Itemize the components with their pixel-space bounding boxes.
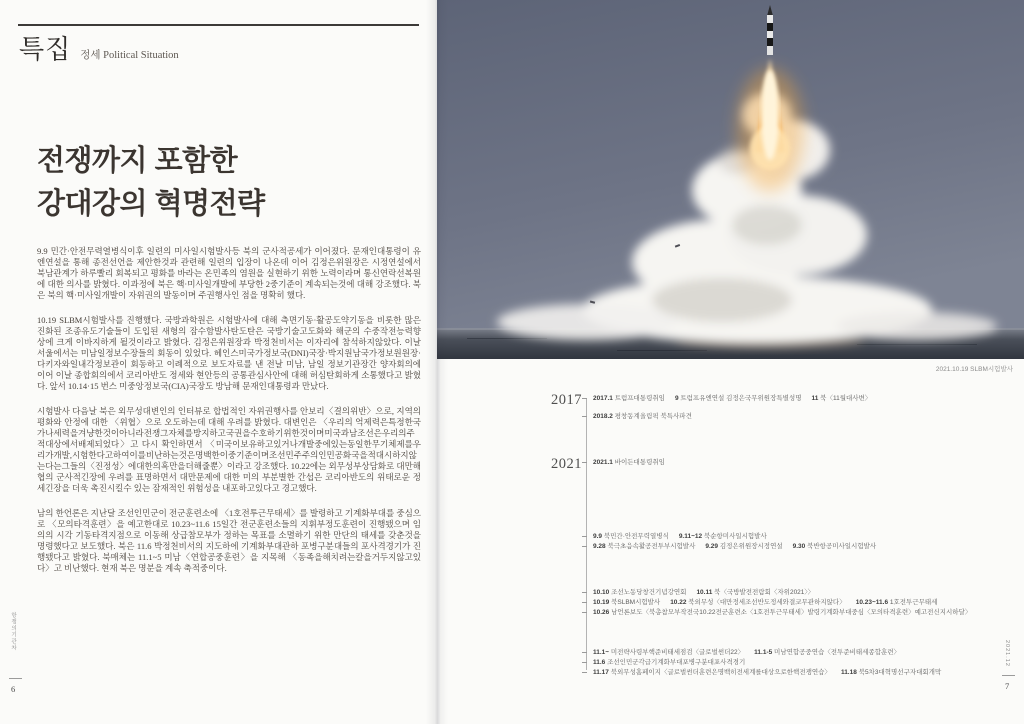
timeline-event: 2021.1 바이든대통령취임 bbox=[593, 459, 665, 466]
timeline-event: 11.18 북5차3대혁명선구자대회개막 bbox=[840, 668, 942, 676]
timeline-row bbox=[593, 588, 1019, 598]
photo-caption: 2021.10.19 SLBM시험발사 bbox=[935, 366, 1013, 373]
article-paragraph: 남의 한언론은 지난달 조선인민군이 전군훈련소에 〈1호전투근무태세〉를 발령하고 기계화부대를 중심으로 〈모의타격훈련〉을 예고한대로 10.23~11.6 15일간 전군훈련소들의 지휘부정도훈련이 진행됐으며 임의의 시각 기동타격지점으로 이동해 상급참모부가 정하는 목표를 소멸하기 위한 만단의 태세를 갖춘것을 명령했다고 보도했다. 북은 11.6 박정천비서의 지도하에 기계화부대관하 포병구분대들의 포사격경기가 진행됐다고 밝혔다. 북매체는 11.1~5 미남〈연합공중훈련〉을 지목해 〈동족을해치려는칼을거두지않고있다〉고 비난했다. 현재 북은 명분을 계속 축적중이다. bbox=[37, 508, 421, 573]
timeline-event: 11.6 조선인민군각급기계화부대포병구분대포사격경기 bbox=[593, 658, 746, 666]
timeline-row bbox=[593, 458, 1019, 468]
timeline-row bbox=[593, 608, 1019, 618]
timeline-event: 9.30 북반항공미사일시험발사 bbox=[792, 542, 877, 550]
timeline-event: 10.22 북외무성〈대만정세조선반도정세와결코무관하지않다〉 bbox=[670, 598, 846, 606]
timeline-event: 10.19 북SLBM시험발사 bbox=[593, 598, 661, 606]
slbm-launch-photo bbox=[437, 0, 1024, 359]
folio-rule-left bbox=[9, 678, 22, 679]
timeline-row bbox=[593, 658, 1019, 668]
timeline-row bbox=[593, 668, 1019, 678]
timeline-event: 11.17 북외무성홈페이지〈글로벌썬더훈련은명백히전세계를대상으로한핵전쟁연습〉 bbox=[593, 668, 831, 676]
timeline-year: 2017 bbox=[551, 392, 582, 408]
section-header bbox=[19, 29, 179, 66]
timeline-row bbox=[593, 542, 1019, 552]
article-title bbox=[37, 140, 265, 226]
timeline-axis bbox=[586, 398, 587, 670]
timeline-row bbox=[593, 394, 1019, 404]
article-title-line1: 전쟁까지 포함한 bbox=[37, 145, 238, 177]
section-label: 특집 bbox=[19, 35, 72, 64]
timeline-event: 10.10 조선노동당창건기념강연회 bbox=[593, 589, 687, 596]
article-paragraph: 10.19 SLBM시험발사를 진행했다. 국방과학원은 시험발사에 대해 측면기동·활공도약기동을 비롯한 많은 진화된 조종유도기술들이 도입된 새형의 잠수함발사탄도탄은 국방기술고도화와 해군의 수중작전능력향상에 크게 이바지하게 될것이라고 밝혔다. 김정은위원장과 박정천비서는 이자리에 참석하지않았다. 이날 서울에서는 미남일정보수장들의 회동이 있었다. 헤인스미국가정보국(DNI)국장·박지원남국가정보원원장·다키자와일내각정보관이 회동하고 이례적으로 보도자료를 낸 전날 미남, 남일 정보기관장간 양자회의에 이어 이날 종합회의에서 코리아반도 정세와 현안등의 공통관심사안에 대해 허심탄회하게 소통했다고 밝혔다. 앞서 10.14·15 번스 미중앙정보국(CIA)국장도 방남해 문재인대통령과 만났다. bbox=[37, 315, 421, 391]
article-paragraph: 시험발사 다음날 북은 외무성대변인의 인터뷰로 합법적인 자위권행사를 안보리〈결의위반〉으로, 지역의 평화와 안정에 대한 〈위협〉으로 오도하는데 대해 우려를 밝혔다. 대변인은 〈우리의 억제력은특정한국가나세력을겨냥한것이아니라전쟁그자체를방지하고국권을수호하기위한것이며미국과남조선은우리의주적대상에서배제되었다〉고 다시 확인하면서 〈미국이보유하고있거나개발중에있는동일한무기체제를우리가개발,시험한다고하여이를비난하는것은명백한이중기준이며조선민주주의인민공화국을적대시하지않는다는그들의〈진정성〉에대한의혹만을더해줄뿐〉이라고 강조했다. 10.22에는 외무성부상담화로 대만해협의 군사적긴장에 우려를 표명하면서 대만문제에 대한 미의 부분별한 간섭은 코리아반도의 위태로운 정세긴장을 더욱 촉진시킬수 있는 잠재적인 위험성을 내포하고있다고 경고했다. bbox=[37, 406, 421, 493]
page-number-left: 6 bbox=[11, 684, 16, 694]
timeline-event: 9.28 북극초음속활공전투부시험발사 bbox=[593, 542, 696, 550]
folio-rule-right bbox=[1002, 675, 1015, 676]
timeline-event: 9.29 김정은위원장시정연설 bbox=[705, 542, 783, 550]
timeline-event: 2017.1 트럼프대통령취임 bbox=[593, 395, 665, 402]
spine-title-left: 항쟁의기관차 bbox=[10, 612, 16, 651]
timeline-event: 10.23~11.6 1호전투근무태세 bbox=[855, 598, 938, 606]
article-paragraphs bbox=[37, 246, 421, 588]
timeline-event: 10.26 남언론보도〈북총참모부작전국10.22전군훈련소〈1호전투근무태세〉발령기계화부대중심〈모의타격훈련〉예고전신지시하달〉 bbox=[593, 608, 972, 616]
timeline-event: 9.9 북민간·안전무력열병식 bbox=[593, 533, 669, 540]
article-title-line2: 강대강의 혁명전략 bbox=[37, 188, 265, 220]
timeline-event: 9.11~12 북순항미사일시험발사 bbox=[678, 533, 767, 540]
timeline-group bbox=[593, 394, 1019, 422]
timeline-year: 2021 bbox=[551, 456, 582, 472]
page-number-right: 7 bbox=[1005, 681, 1010, 691]
timeline-row bbox=[593, 648, 1019, 658]
spine-issue-right: 2021.12 bbox=[1004, 640, 1010, 667]
timeline-event: 10.11 북〈국방발전전람회〈자위2021〉〉 bbox=[696, 589, 815, 596]
slbm-launch-graphic bbox=[437, 0, 1024, 359]
timeline-event: 9 트럼프유엔연설 김정은국무위원장특별성명 bbox=[674, 395, 802, 402]
timeline-event: 11.1~ 미전략사령부핵준비태세점검〈글로벌썬더22〉 bbox=[593, 649, 745, 656]
timeline-group bbox=[593, 458, 1019, 468]
timeline-group bbox=[593, 532, 1019, 552]
section-sublabel: 정세 Political Situation bbox=[80, 50, 179, 61]
timeline-event: 2018.2 평창동계올림픽 북특사파견 bbox=[593, 412, 692, 420]
article-paragraph: 9.9 민간·안전무력열병식이후 일련의 미사일시험발사등 북의 군사적공세가 이어졌다. 문재인대통령이 유엔연설을 통해 종전선언을 제안한것과 관련해 일련의 입장이 나온데 이어 김정은위원장은 시정연설에서 북남관계가 하루빨리 회복되고 평화를 바라는 온민족의 염원을 실현하기 위한 노력이라며 통신연락선복원에 대한 의사를 밝혔다. 이과정에 북은 핵·미사일개발에 부당한 2중기준이 계속되는것에 대해 강조했다. 북은 북의 핵·미사일개발이 자위권의 발동이며 주권행사인 점을 명확히 했다. bbox=[37, 246, 421, 300]
header-rule bbox=[18, 24, 419, 26]
timeline-row bbox=[593, 412, 1019, 422]
timeline-event: 11.1-5 미남연합공중연습〈전투준비태세종합훈련〉 bbox=[754, 649, 901, 656]
timeline-row bbox=[593, 532, 1019, 542]
timeline-group bbox=[593, 648, 1019, 677]
timeline-event: 11 북〈11월대사변〉 bbox=[811, 395, 872, 402]
timeline-row bbox=[593, 598, 1019, 608]
timeline-group bbox=[593, 588, 1019, 617]
